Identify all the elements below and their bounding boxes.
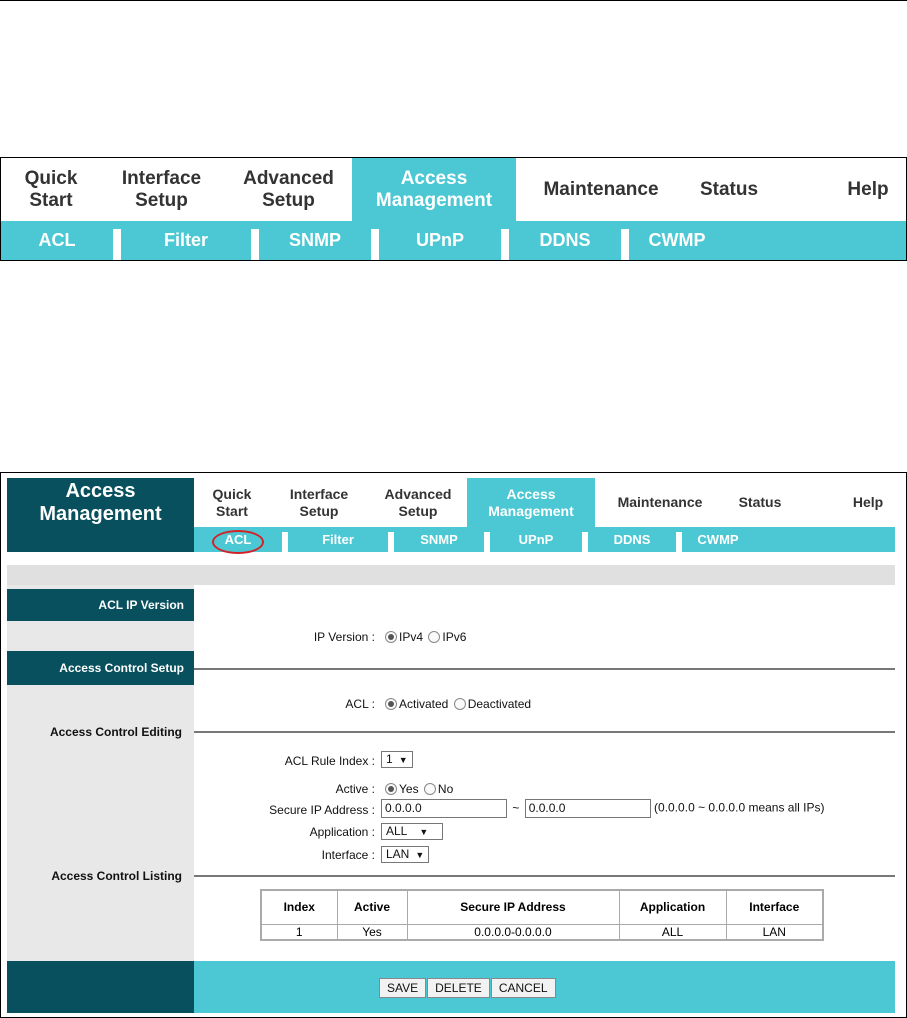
brand-sub-block [7, 527, 194, 552]
tab-label: Setup [135, 189, 188, 211]
tab-interface-setup[interactable] [109, 158, 214, 221]
gray-divider-bar [7, 565, 895, 585]
ipv6-label: IPv6 [442, 630, 467, 644]
range-separator: ~ [512, 800, 520, 815]
tab-advanced-setup[interactable] [373, 478, 463, 527]
subtab-filter[interactable]: Filter [322, 532, 354, 547]
main-menu [1, 158, 906, 221]
tab-label: Setup [299, 502, 339, 519]
table-header-row [261, 890, 823, 924]
subtab-snmp[interactable]: SNMP [420, 532, 458, 547]
activated-label: Activated [399, 697, 449, 711]
column-header: Secure IP Address [407, 890, 619, 924]
tab-label: Start [216, 502, 248, 519]
chevron-down-icon: ▼ [398, 755, 408, 765]
tab-quick-start[interactable] [201, 478, 263, 527]
tab-label: Setup [398, 502, 438, 519]
subtab-filter[interactable]: Filter [163, 230, 208, 250]
tab-label: Status [699, 178, 759, 200]
application-row [381, 823, 443, 840]
brand-line: Management [39, 503, 162, 525]
tab-label: Access [400, 167, 468, 189]
sub-menu-separator [371, 229, 379, 260]
tab-quick-start[interactable] [11, 158, 91, 221]
enlarged-nav-panel [0, 157, 907, 261]
section-access-control-listing: Access Control Listing [51, 869, 182, 883]
rule-index-value: 1 [386, 752, 393, 766]
tab-status[interactable] [689, 158, 769, 221]
application-label: Application : [309, 825, 375, 839]
subtab-acl[interactable]: ACL [224, 532, 252, 547]
subtab-ddns[interactable]: DDNS [539, 230, 591, 250]
sub-menu [194, 527, 895, 552]
secure-ip-row [381, 799, 824, 818]
tab-help[interactable] [833, 158, 903, 221]
activated-radio[interactable] [385, 698, 397, 710]
chevron-down-icon: ▼ [415, 850, 425, 860]
top-border-line [0, 0, 907, 1]
rule-index-row [381, 751, 413, 768]
section-divider [194, 875, 895, 877]
ipv4-radio[interactable] [385, 631, 397, 643]
chevron-down-icon: ▼ [419, 827, 429, 837]
ipv6-radio[interactable] [428, 631, 440, 643]
acl-page-screenshot [0, 472, 907, 1018]
sub-menu-separator [251, 229, 259, 260]
active-yes-radio[interactable] [385, 783, 397, 795]
tab-label: Quick [24, 167, 78, 189]
secure-ip-end-input[interactable]: 0.0.0.0 [525, 799, 651, 818]
ipv4-label: IPv4 [399, 630, 424, 644]
section-divider [194, 668, 895, 670]
tab-interface-setup[interactable] [277, 478, 361, 527]
interface-select[interactable] [381, 846, 429, 863]
brand-title [7, 478, 194, 527]
secure-ip-label: Secure IP Address : [269, 803, 375, 817]
tab-label: Help [852, 494, 884, 510]
ip-version-label: IP Version : [313, 630, 375, 644]
tab-access-management[interactable] [352, 158, 516, 221]
application-value: ALL [386, 824, 408, 838]
section-acl-ip-version: ACL IP Version [7, 589, 194, 621]
rule-index-label: ACL Rule Index : [284, 754, 375, 768]
section-access-control-editing: Access Control Editing [49, 725, 182, 739]
active-no-label: No [437, 782, 454, 796]
save-button[interactable]: SAVE [379, 978, 426, 998]
table-cell: LAN [726, 924, 823, 940]
column-header: Interface [726, 890, 823, 924]
tab-label: Quick [212, 485, 252, 502]
tab-label: Advanced [243, 167, 334, 189]
tab-label: Status [738, 494, 782, 510]
deactivated-radio[interactable] [454, 698, 466, 710]
tab-label: Help [847, 178, 889, 200]
brand-line: Access [65, 480, 136, 502]
subtab-snmp[interactable]: SNMP [288, 230, 341, 250]
subtab-upnp[interactable]: UPnP [518, 532, 554, 547]
subtab-cwmp[interactable]: CWMP [648, 230, 706, 250]
tab-label: Advanced [384, 485, 452, 502]
table-cell: Yes [337, 924, 407, 940]
deactivated-label: Deactivated [467, 697, 532, 711]
sub-menu [1, 221, 906, 260]
sub-menu-separator [113, 229, 121, 260]
active-no-radio[interactable] [424, 783, 436, 795]
tab-label: Management [488, 502, 574, 519]
subtab-acl[interactable]: ACL [38, 230, 76, 250]
tab-label: Access [506, 485, 556, 502]
interface-label: Interface : [321, 848, 375, 862]
active-yes-label: Yes [399, 782, 419, 796]
table-row [261, 924, 823, 940]
highlight-circle [212, 530, 264, 554]
rule-index-select[interactable] [381, 751, 413, 768]
tab-access-management[interactable] [467, 478, 595, 527]
acl-options [385, 697, 531, 711]
column-header: Active [337, 890, 407, 924]
column-header: Application [619, 890, 726, 924]
active-label: Active : [335, 782, 375, 796]
subtab-ddns[interactable]: DDNS [613, 532, 651, 547]
tab-maintenance[interactable] [605, 478, 715, 527]
acl-label: ACL : [345, 697, 375, 711]
tab-help[interactable] [841, 478, 895, 527]
tab-label: Start [29, 189, 73, 211]
interface-value: LAN [386, 847, 410, 861]
sub-menu-separator [621, 229, 629, 260]
interface-row [381, 846, 429, 863]
cancel-button[interactable]: CANCEL [491, 978, 556, 998]
table-cell: 1 [261, 924, 337, 940]
tab-label: Maintenance [617, 494, 703, 510]
section-divider [194, 731, 895, 733]
application-select[interactable] [381, 823, 443, 840]
tab-advanced-setup[interactable] [231, 158, 346, 221]
tab-label: Interface [289, 485, 349, 502]
subtab-upnp[interactable]: UPnP [415, 230, 464, 250]
subtab-cwmp[interactable]: CWMP [697, 532, 739, 547]
left-label-column [7, 585, 194, 961]
tab-label: Interface [121, 167, 202, 189]
table-cell: 0.0.0.0-0.0.0.0 [407, 924, 619, 940]
ip-version-options [385, 630, 466, 644]
tab-label: Maintenance [543, 178, 659, 200]
delete-button[interactable]: DELETE [427, 978, 490, 998]
footer-left-block [7, 961, 194, 1013]
active-options [385, 782, 453, 796]
acl-rule-table [260, 889, 824, 941]
tab-label: Management [375, 189, 493, 211]
tab-maintenance[interactable] [531, 158, 671, 221]
secure-ip-start-input[interactable]: 0.0.0.0 [381, 799, 507, 818]
sub-menu-separator [501, 229, 509, 260]
table-cell: ALL [619, 924, 726, 940]
tab-status[interactable] [727, 478, 793, 527]
section-access-control-setup: Access Control Setup [7, 651, 194, 685]
column-header: Index [261, 890, 337, 924]
secure-ip-hint: (0.0.0.0 ~ 0.0.0.0 means all IPs) [654, 800, 825, 815]
action-buttons [379, 978, 557, 998]
tab-label: Setup [262, 189, 315, 211]
